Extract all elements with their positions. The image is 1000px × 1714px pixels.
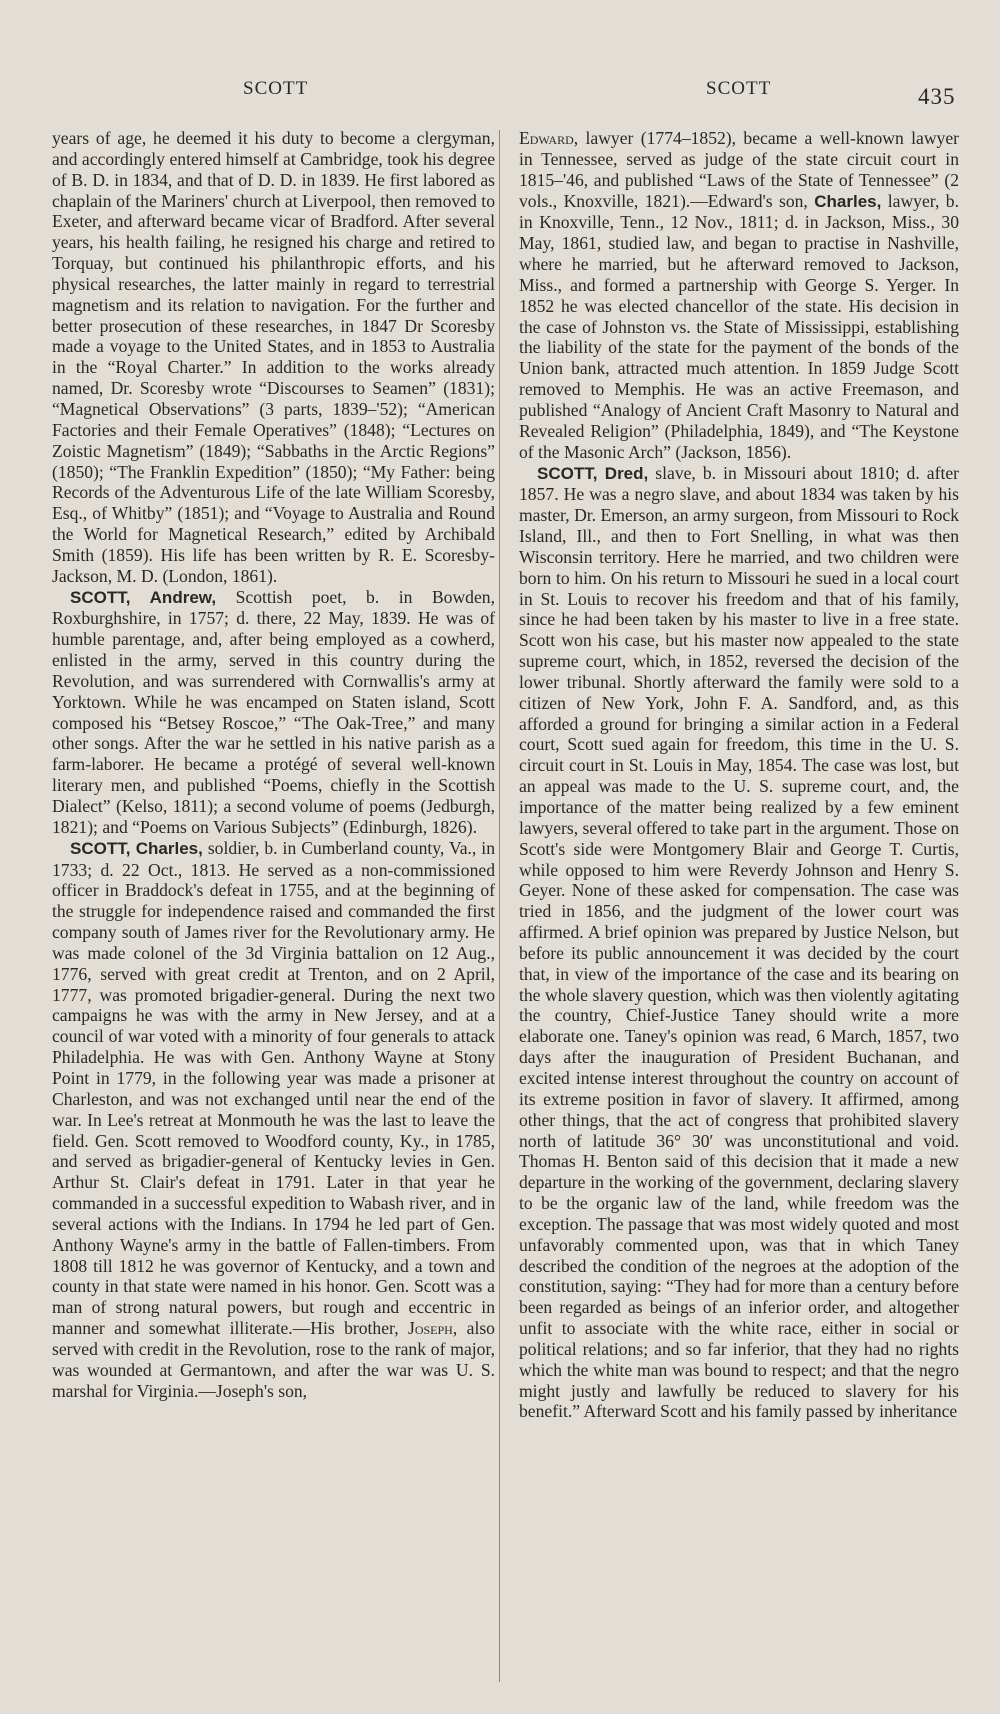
entry-text-dred: slave, b. in Missouri about 1810; d. after 1857. He was a negro slave, and about 1834 was taken by his master, Dr. Emerson, an army surgeon, from Missouri to Rock Island, Ill., and then to Fort Snelling, in what was then Wisconsin territory. Here he married, and two children were born to him. On his return to Missouri he sued in a local court in St. Louis to recover his freedom and that of his family, since he had been taken by his master to live in a free state. Scott won his case, but his master now appealed to the state supreme court, which, in 1852, reversed the decision of the lower tribunal. Shortly afterward the family were sold to a citizen of New York, John F. A. Sandford, and, as this afforded a ground for bringing a similar action in a Federal court, Scott sued again for freedom, this time in the U. S. circuit court in St. Louis in May, 1854. The case was lost, but an appeal was made to the U. S. supreme court, and, the importance of the matter being realized by a few eminent lawyers, several offered to take part in the argument. Those on Scott's side were Montgomery Blair and George T. Curtis, while opposed to him were Reverdy Johnson and Henry S. Geyer. None of these asked for compensation. The case was tried in 1856, and the judgment of the lower court was affirmed. A brief opinion was prepared by Justice Nelson, but before its public announcement it was decided by the court that, in view of the importance of the case and its bearing on the whole slavery question, which was then violently agitating the country, Chief-Justice Taney should write a more elaborate one. Taney's opinion was read, 6 March, 1857, two days after the inauguration of President Buchanan, and excited intense interest throughout the country on account of its extreme position in favor of slavery. It affirmed, among other things, that the act of congress that prohibited slavery north of latitude 36° 30′ was unconstitutional and void. Thomas H. Benton said of this decision that it made a new departure in the working of the government, declaring slavery to be the organic law of the land, while freedom was the exception. The passage that was most widely quoted and most unfavorably commented upon, was that in which Taney described the condition of the negroes at the adoption of the constitution, saying: “They had for more than a century before been regarded as beings of an inferior order, and altogether unfit to associate with the white race, either in social or political relations; and so far inferior, that they had no rights which the white man was bound to respect; and that the negro might justly and lawfully be reduced to slavery for his benefit.” Afterward Scott and his family passed by inheritance (519, 462, 959, 1422)
right-column (519, 128, 959, 1422)
entry-edward-scott (519, 128, 959, 463)
subentry-heading-joseph: Joseph, (407, 1318, 458, 1339)
entry-charles-scott (52, 838, 495, 1402)
entry-heading-dred: SCOTT, Dred, (537, 463, 649, 483)
entry-text-andrew: Scottish poet, b. in Bowden, Roxburghshire, in 1757; d. there, 22 May, 1839. He was of humble parentage, and, after being employed as a cowherd, enlisted in the army, served in this country during the Revolution, and was surrendered with Cornwallis's army at Yorktown. While he was encamped on Staten island, Scott composed his “Betsey Roscoe,” “The Oak-Tree,” and many other songs. After the war he settled in his native parish as a farm-laborer. He became a protégé of several well-known literary men, and published “Poems, chiefly in the Scottish Dialect” (Kelso, 1811); a second volume of poems (Jedburgh, 1821); and “Poems on Various Subjects” (Edinburgh, 1826). (52, 586, 495, 837)
entry-andrew-scott (52, 587, 495, 838)
entry-text-edward: lawyer (1774–1852), became a well-known lawyer in Tennessee, served as judge of the state circuit court in 1815–'46, and published “Laws of the State of Tennessee” (2 vols., Knoxville, 1821).—Edward's son, (519, 128, 959, 211)
entry-text-charles: soldier, b. in Cumberland county, Va., in 1733; d. 22 Oct., 1813. He served as a non-commissioned officer in Braddock's defeat in 1755, and at the beginning of the struggle for independence raised and commanded the first company south of James river for the Revolutionary army. He was made colonel of the 3d Virginia battalion on 12 Aug., 1776, served with great credit at Trenton, and on 2 April, 1777, was promoted brigadier-general. During the next two campaigns he was with the army in New Jersey, and at a council of war voted with a minority of four generals to attack Philadelphia. He was with Gen. Anthony Wayne at Stony Point in 1779, in the following year was made a prisoner at Charleston, and was not exchanged until near the end of the war. In Lee's retreat at Monmouth he was the last to leave the field. Gen. Scott removed to Woodford county, Ky., in 1785, and served as brigadier-general of Kentucky levies in Gen. Arthur St. Clair's defeat in 1791. Later in that year he commanded in a successful expedition to Wabash river, and in several actions with the Indians. In 1794 he led part of Gen. Anthony Wayne's army in the battle of Fallen-timbers. From 1808 till 1812 he was governor of Kentucky, and a town and county in that state were named in his honor. Gen. Scott was a man of strong natural powers, but rough and eccentric in manner and somewhat illiterate.—His brother, (52, 837, 495, 1339)
running-head-right: SCOTT (706, 78, 772, 99)
page-number: 435 (918, 84, 956, 109)
subentry-heading-charles-lawyer: Charles, (814, 191, 882, 211)
entry-text-charles-2: also served with credit in the Revolution, rose to the rank of major, was wounded at Germantown, and after the war was U. S. marshal for Virginia.—Joseph's son, (52, 1318, 495, 1401)
entry-heading-charles: SCOTT, Charles, (70, 838, 203, 858)
entry-dred-scott (519, 463, 959, 1423)
entry-heading-andrew: SCOTT, Andrew, (70, 587, 217, 607)
column-divider (499, 130, 500, 1682)
scoresby-continuation: years of age, he deemed it his duty to become a clergyman, and accordingly entered himself at Cambridge, took his degree of B. D. in 1834, and that of D. D. in 1839. He first labored as chaplain of the Mariners' church at Liverpool, then removed to Exeter, and afterward became vicar of Bradford. After several years, his health failing, he resigned his charge and retired to Torquay, but continued his philanthropic efforts, and his physical researches, the latter mainly in regard to terrestrial magnetism and its relation to navigation. For the further and better prosecution of these researches, in 1847 Dr Scoresby made a voyage to the United States, and in 1853 to Australia in the “Royal Charter.” In addition to the works already named, Dr. Scoresby wrote “Discourses to Seamen” (1831); “Magnetical Observations” (3 parts, 1839–'52); “American Factories and their Female Operatives” (1848); “Lectures on Zoistic Magnetism” (1849); “Sabbaths in the Arctic Regions” (1850); “The Franklin Expedition” (1850); “My Father: being Records of the Adventurous Life of the late William Scoresby, Esq., of Whitby” (1851); and “Voyage to Australia and Round the World for Magnetical Research,” edited by Archibald Smith (1859). His life has been written by R. E. Scoresby-Jackson, M. D. (London, 1861). (52, 128, 495, 586)
subentry-heading-edward: Edward, (519, 128, 579, 148)
entry-text-charles-lawyer: lawyer, b. in Knoxville, Tenn., 12 Nov., 1811; d. in Jackson, Miss., 30 May, 1861, studied law, and began to practise in Nashville, where he married, but he afterward removed to Jackson, Miss., and formed a partnership with George S. Yerger. In 1852 he was elected chancellor of the state. His decision in the case of Johnston vs. the State of Mississippi, establishing the liability of the state for the payment of the bonds of the Union bank, attracted much attention. In 1859 Judge Scott removed to Memphis. He was an active Freemason, and published “Analogy of Ancient Craft Masonry to Natural and Revealed Religion” (Philadelphia, 1849), and “The Keystone of the Masonic Arch” (Jackson, 1856). (519, 190, 959, 462)
running-head-left: SCOTT (243, 78, 309, 99)
left-column (52, 128, 495, 1401)
